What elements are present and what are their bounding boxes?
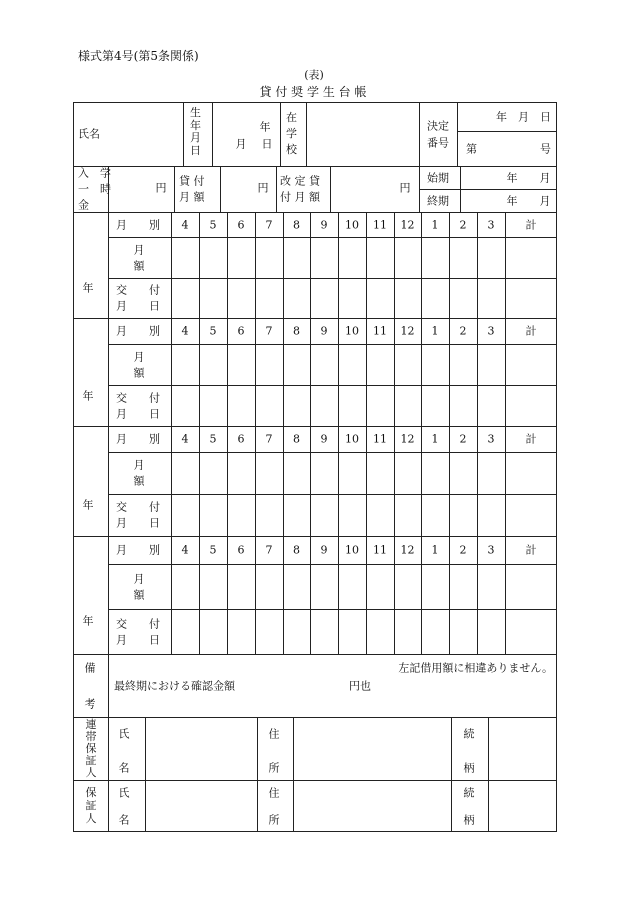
block-3-issue-label-2: 月 日	[116, 516, 160, 530]
remarks-label-1: 備	[84, 661, 96, 675]
remarks-label-2: 考	[84, 697, 96, 711]
block-3-year-unit: 年	[82, 498, 94, 512]
block-4-issue-label-2: 月 日	[116, 633, 160, 646]
block-1-month-2: 5	[209, 218, 217, 231]
block-1-month-11: 2	[459, 218, 467, 231]
name-label: 氏名	[78, 127, 100, 141]
block-1-amount-label-1: 月	[133, 243, 145, 256]
block-4-month-4: 7	[265, 543, 273, 557]
block-3-month-9: 12	[400, 432, 415, 446]
form-side-label: (表)	[304, 68, 324, 82]
guarantor-addr-1: 住	[268, 786, 280, 800]
entrance-label-3: 金	[78, 198, 89, 212]
block-1-month-7: 10	[345, 218, 359, 231]
guarantor-label: 保 証 人	[85, 786, 97, 825]
loan-label-2: 月 額	[179, 190, 205, 204]
form-title: 貸 付 奨 学 生 台 帳	[259, 85, 367, 99]
block-2-month-1: 4	[181, 324, 189, 338]
block-2-month-3: 6	[237, 324, 245, 338]
end-year-unit: 年	[506, 194, 518, 208]
entrance-label-1: 入 学	[78, 166, 111, 180]
revised-label-1: 改 定 貸	[280, 174, 320, 188]
joint-guarantor-label: 連 帯 保 証 人	[85, 718, 97, 779]
birth-year-unit: 年	[259, 120, 271, 134]
block-1-issue-label-2: 月 日	[116, 299, 160, 313]
decision-no-suffix: 号	[540, 142, 551, 156]
block-4-month-11: 2	[459, 543, 467, 557]
block-2-month-10: 1	[431, 324, 439, 338]
decision-date: 年 月 日	[496, 110, 551, 124]
remarks-note: 左記借用額に相違ありません。	[398, 661, 553, 675]
block-4-amount-label-2: 額	[133, 588, 145, 601]
block-4-amount-label-1: 月	[133, 572, 145, 585]
block-2-month-8: 11	[373, 324, 387, 338]
block-2-year-unit: 年	[82, 389, 94, 403]
block-2-month-5: 8	[293, 324, 300, 338]
block-4-month-12: 3	[487, 543, 495, 557]
block-2-month-6: 9	[320, 324, 328, 338]
block-1-month-10: 1	[431, 218, 439, 231]
birth-label: 生 年 月 日	[190, 106, 201, 157]
block-1-issue-label-1: 交 付	[116, 283, 160, 297]
block-4-month-6: 9	[320, 543, 328, 557]
block-3-month-7: 10	[345, 432, 359, 446]
joint-guarantor-rel-2: 柄	[463, 761, 475, 775]
block-4-month-2: 5	[209, 543, 217, 557]
block-2-month-12: 3	[487, 324, 495, 338]
block-3-month-8: 11	[373, 432, 387, 446]
block-3-month-4: 7	[265, 432, 273, 446]
block-3-month-2: 5	[209, 432, 217, 446]
guarantor-addr-2: 所	[268, 813, 280, 827]
block-2-total-label: 計	[525, 324, 537, 338]
joint-guarantor-addr-2: 所	[268, 761, 280, 775]
block-2-month-11: 2	[459, 324, 467, 338]
entrance-label-2: 一 時	[78, 182, 111, 196]
final-amount-yen: 円也	[349, 679, 371, 693]
revised-label-2: 付 月 額	[280, 190, 320, 204]
block-4-month-8: 11	[373, 543, 387, 557]
block-2-month-label: 月 別	[116, 324, 160, 338]
block-2-month-2: 5	[209, 324, 217, 338]
block-4-month-3: 6	[237, 543, 245, 557]
block-2-issue-label-2: 月 日	[116, 407, 160, 420]
block-4-month-label: 月 別	[116, 543, 160, 557]
block-2-amount-label-1: 月	[133, 350, 145, 363]
block-2-month-9: 12	[400, 324, 415, 338]
block-4-month-5: 8	[293, 543, 300, 557]
block-1-month-12: 3	[487, 218, 495, 231]
block-3-amount-label-2: 額	[133, 474, 145, 488]
joint-guarantor-name-1: 氏	[118, 727, 130, 741]
joint-guarantor-addr-1: 住	[268, 727, 280, 741]
block-3-total-label: 計	[525, 432, 537, 446]
block-3-month-12: 3	[487, 432, 495, 446]
start-period-label: 始期	[427, 171, 449, 185]
joint-guarantor-name-2: 名	[118, 761, 130, 775]
loan-label-1: 貸 付	[179, 174, 205, 188]
block-1-total-label: 計	[525, 218, 537, 231]
block-1-month-1: 4	[181, 218, 189, 231]
decision-label-1: 決定	[427, 119, 449, 133]
block-3-month-3: 6	[237, 432, 245, 446]
guarantor-name-1: 氏	[118, 786, 130, 800]
birth-day-unit: 日	[261, 137, 273, 151]
school-label: 在 学 校	[286, 111, 297, 156]
decision-no-prefix: 第	[466, 142, 477, 156]
block-1-month-8: 11	[373, 218, 387, 231]
block-4-month-10: 1	[431, 543, 439, 557]
block-2-amount-label-2: 額	[133, 366, 145, 379]
block-1-month-5: 8	[293, 218, 300, 231]
block-3-month-11: 2	[459, 432, 467, 446]
block-3-month-10: 1	[431, 432, 439, 446]
block-1-year-unit: 年	[82, 281, 94, 295]
block-2-month-7: 10	[345, 324, 359, 338]
guarantor-rel-1: 続	[463, 786, 475, 800]
decision-label-2: 番号	[427, 136, 449, 150]
revised-yen: 円	[399, 181, 411, 195]
block-1-month-6: 9	[320, 218, 328, 231]
final-amount-label: 最終期における確認金額	[114, 679, 235, 693]
block-4-issue-label-1: 交 付	[116, 617, 160, 630]
block-1-month-4: 7	[265, 218, 273, 231]
end-period-label: 終期	[427, 194, 449, 208]
block-3-month-6: 9	[320, 432, 328, 446]
loan-yen: 円	[257, 181, 269, 195]
block-2-month-4: 7	[265, 324, 273, 338]
start-year-unit: 年	[506, 171, 518, 185]
block-2-issue-label-1: 交 付	[116, 391, 160, 404]
block-3-amount-label-1: 月	[133, 458, 145, 472]
start-month-unit: 月	[539, 171, 551, 185]
form-number: 様式第4号(第5条関係)	[78, 49, 199, 63]
end-month-unit: 月	[539, 194, 551, 208]
block-1-month-9: 12	[400, 218, 415, 231]
block-4-year-unit: 年	[82, 614, 94, 628]
block-4-total-label: 計	[525, 543, 537, 557]
joint-guarantor-rel-1: 続	[463, 727, 475, 741]
block-3-issue-label-1: 交 付	[116, 500, 160, 514]
block-4-month-9: 12	[400, 543, 415, 557]
block-4-month-7: 10	[345, 543, 359, 557]
guarantor-name-2: 名	[118, 813, 130, 827]
guarantor-rel-2: 柄	[463, 813, 475, 827]
block-3-month-label: 月 別	[116, 432, 160, 446]
block-4-month-1: 4	[181, 543, 189, 557]
block-1-amount-label-2: 額	[133, 259, 145, 272]
birth-month-unit: 月	[235, 137, 247, 151]
block-3-month-5: 8	[293, 432, 300, 446]
block-1-month-label: 月 別	[116, 218, 160, 231]
entrance-yen: 円	[155, 181, 167, 195]
block-1-month-3: 6	[237, 218, 245, 231]
block-3-month-1: 4	[181, 432, 189, 446]
